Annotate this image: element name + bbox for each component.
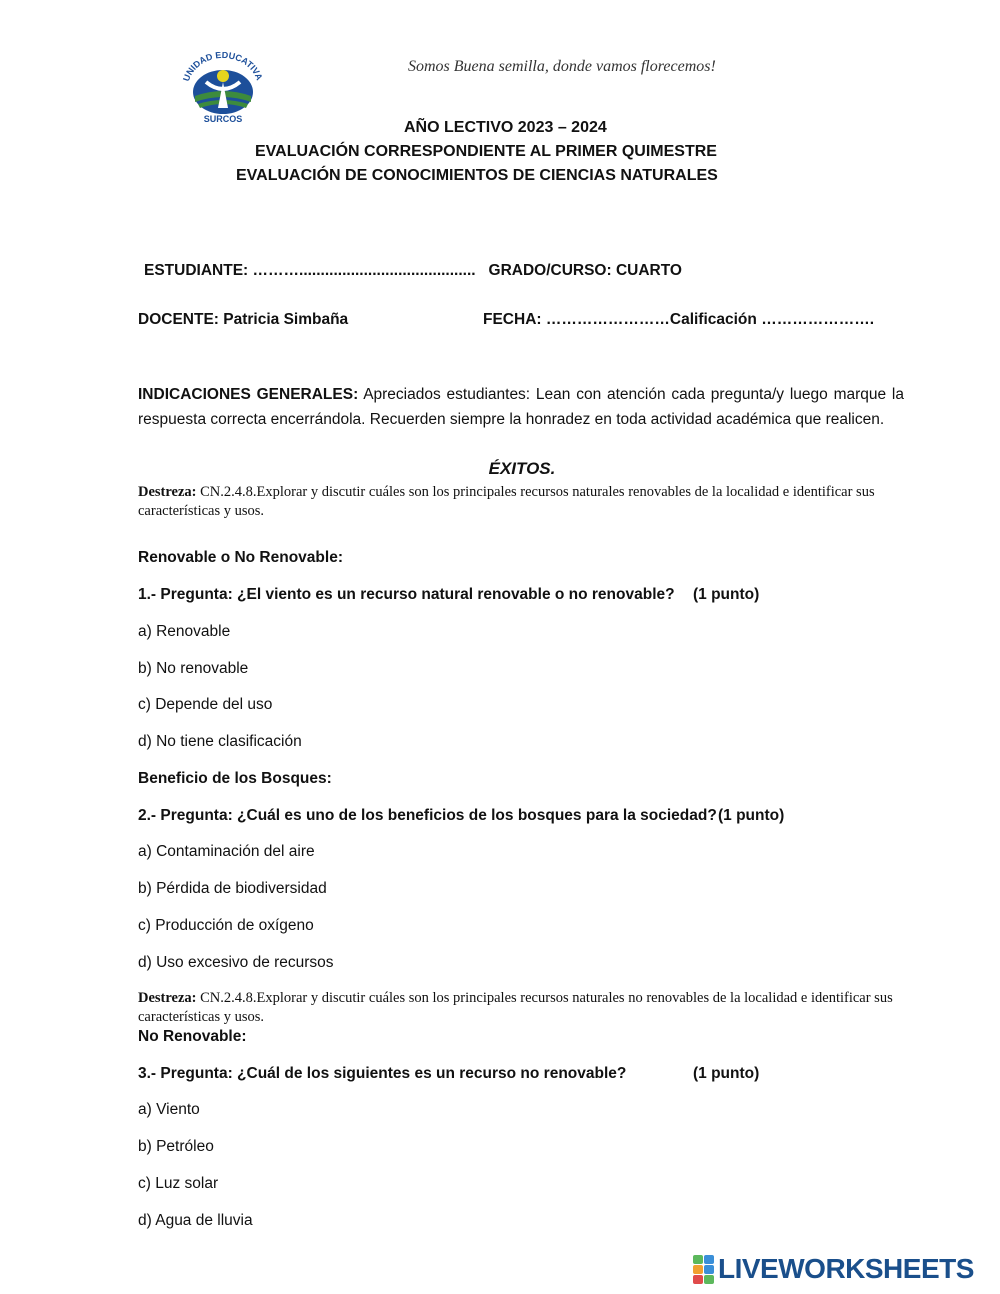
destreza-2-label: Destreza:: [138, 990, 197, 1006]
logo-label: SURCOS: [203, 114, 243, 124]
school-motto: Somos Buena semilla, donde vamos florecemos!: [408, 58, 716, 75]
section-renovable-title: Renovable o No Renovable:: [138, 549, 343, 566]
grade-label: GRADO/CURSO:: [488, 262, 612, 279]
general-instructions: [138, 382, 904, 432]
student-label: ESTUDIANTE:: [144, 262, 249, 279]
q1-option-d[interactable]: d) No tiene clasificación: [138, 733, 302, 750]
q2-option-b[interactable]: b) Pérdida de biodiversidad: [138, 880, 327, 897]
student-name-field[interactable]: ……….........................................: [252, 262, 476, 279]
destreza-1: [138, 483, 908, 521]
school-logo: [178, 52, 268, 124]
question-1: 1.- Pregunta: ¿El viento es un recurso natural renovable o no renovable?: [138, 586, 675, 603]
q3-option-b[interactable]: b) Petróleo: [138, 1138, 214, 1155]
liveworksheets-logo-icon: [693, 1255, 714, 1284]
instructions-label: INDICACIONES GENERALES:: [138, 386, 359, 403]
q3-option-d[interactable]: d) Agua de lluvia: [138, 1212, 253, 1229]
destreza-1-label: Destreza:: [138, 484, 197, 500]
title-evaluation-subject: EVALUACIÓN DE CONOCIMIENTOS DE CIENCIAS NATURALES: [236, 167, 718, 184]
date-label: FECHA:: [483, 311, 542, 328]
q1-option-a[interactable]: a) Renovable: [138, 623, 231, 640]
student-row: [144, 262, 682, 280]
destreza-2-text: CN.2.4.8.Explorar y discutir cuáles son los principales recursos naturales no renovables de la localidad e identificar sus características y usos.: [138, 990, 893, 1025]
date-field[interactable]: ……………………: [545, 311, 670, 328]
question-3: 3.- Pregunta: ¿Cuál de los siguientes es un recurso no renovable?: [138, 1065, 627, 1082]
title-school-year: AÑO LECTIVO 2023 – 2024: [404, 119, 607, 136]
q3-option-c[interactable]: c) Luz solar: [138, 1175, 219, 1192]
grade-score-label: Calificación: [669, 311, 757, 328]
title-evaluation-period: EVALUACIÓN CORRESPONDIENTE AL PRIMER QUIMESTRE: [255, 143, 717, 160]
teacher-label: DOCENTE:: [138, 311, 219, 328]
q2-option-a[interactable]: a) Contaminación del aire: [138, 843, 315, 860]
q1-option-c[interactable]: c) Depende del uso: [138, 696, 273, 713]
instructions-text: Apreciados estudiantes: Lean con atención cada pregunta/y luego marque la respuesta correcta encerrándola. Recuerden siempre la honradez en toda actividad académica que realicen.: [138, 386, 904, 428]
q3-option-a[interactable]: a) Viento: [138, 1101, 200, 1118]
grade-value: CUARTO: [615, 262, 682, 279]
destreza-2: [138, 989, 908, 1027]
liveworksheets-watermark: [693, 1254, 974, 1284]
question-1-points: (1 punto): [693, 586, 760, 603]
exitos-message: ÉXITOS.: [488, 459, 556, 478]
question-3-points: (1 punto): [693, 1065, 760, 1082]
date-grade-row: [483, 311, 874, 329]
section-bosques-title: Beneficio de los Bosques:: [138, 770, 332, 787]
question-2-points: (1 punto): [718, 807, 785, 824]
q2-option-c[interactable]: c) Producción de oxígeno: [138, 917, 314, 934]
liveworksheets-text: LIVEWORKSHEETS: [718, 1253, 974, 1284]
question-2: 2.- Pregunta: ¿Cuál es uno de los beneficios de los bosques para la sociedad?: [138, 807, 717, 824]
destreza-1-text: CN.2.4.8.Explorar y discutir cuáles son los principales recursos naturales renovables de la localidad e identificar sus características y usos.: [138, 484, 875, 519]
teacher-row: [138, 311, 348, 329]
grade-score-field[interactable]: ………………….: [761, 311, 874, 328]
teacher-name: Patricia Simbaña: [223, 311, 349, 328]
section-no-renovable-title: No Renovable:: [138, 1028, 247, 1045]
logo-arc-text: UNIDAD EDUCATIVA: [181, 52, 265, 83]
q2-option-d[interactable]: d) Uso excesivo de recursos: [138, 954, 334, 971]
q1-option-b[interactable]: b) No renovable: [138, 660, 249, 677]
